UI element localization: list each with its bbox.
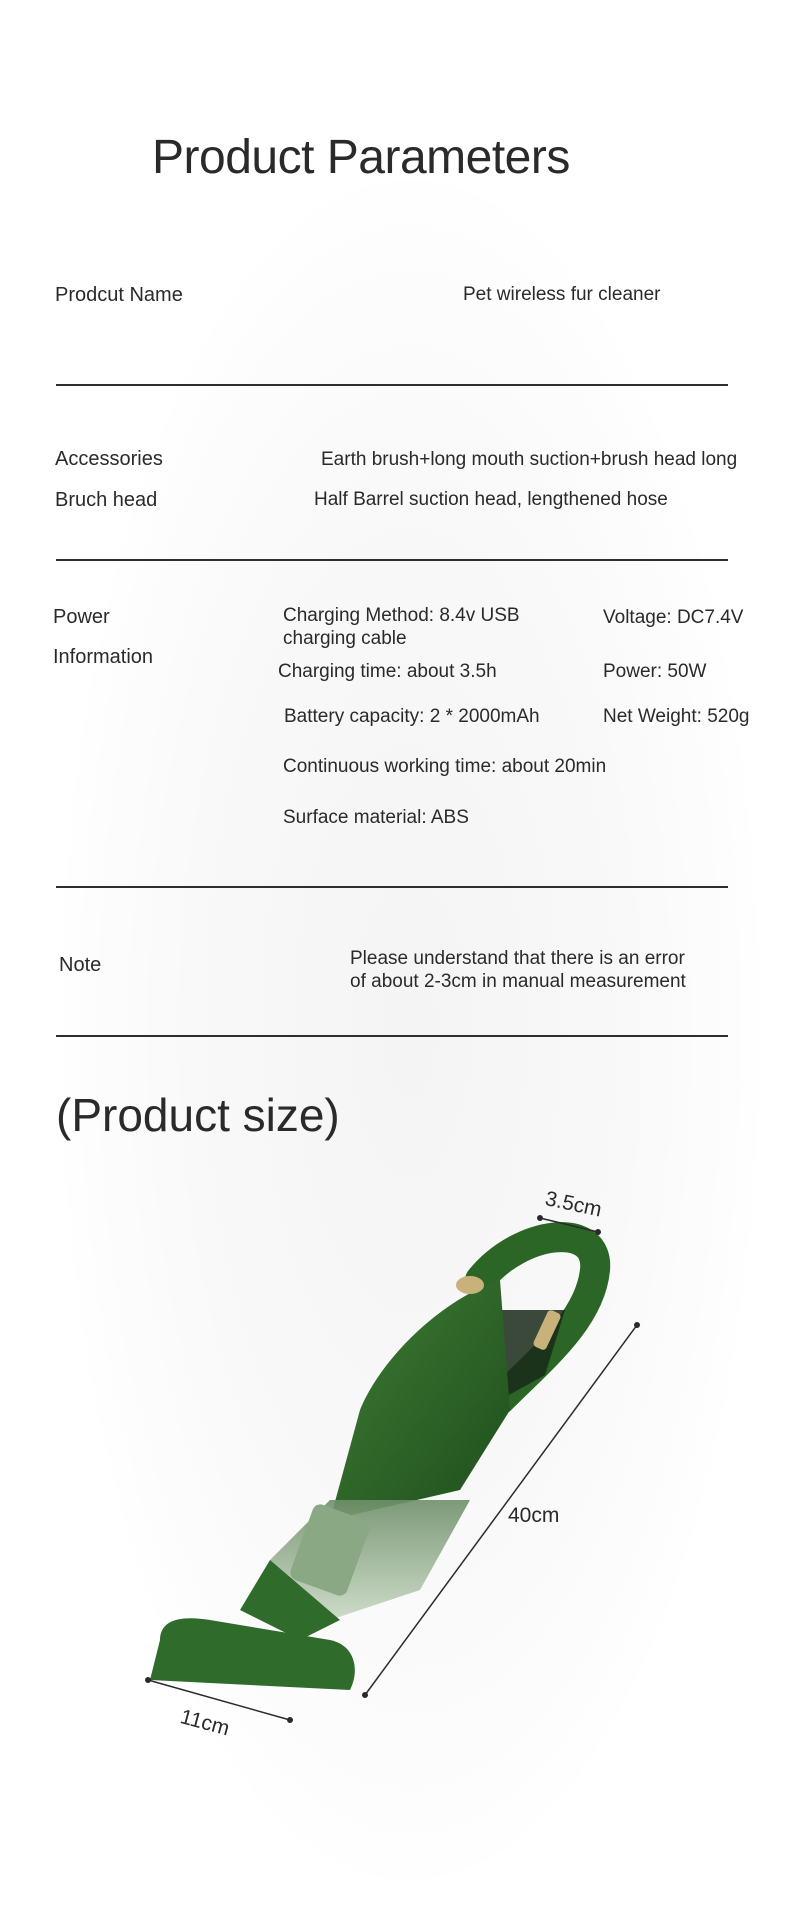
dim-end (634, 1322, 640, 1328)
charging-method-line1: Charging Method: 8.4v USB (283, 605, 520, 626)
power-label-line2: Information (53, 646, 154, 668)
divider (56, 559, 728, 561)
page-title: Product Parameters (152, 131, 570, 184)
dim-end (595, 1229, 601, 1235)
brush-head-value: Half Barrel suction head, lengthened hose (314, 489, 668, 510)
power-label-line1: Power (53, 606, 110, 628)
note-label: Note (59, 954, 102, 976)
note-value-line2: of about 2-3cm in manual measurement (350, 971, 686, 992)
product-name-label: Prodcut Name (55, 284, 183, 306)
product-name-value: Pet wireless fur cleaner (463, 284, 661, 305)
dim-label-bottom: 11cm (177, 1705, 232, 1741)
dim-label-length: 40cm (508, 1504, 560, 1527)
charging-time-value: Charging time: about 3.5h (278, 661, 497, 682)
power-value: Power: 50W (603, 661, 707, 682)
floor-brush (150, 1618, 355, 1690)
accessories-value: Earth brush+long mouth suction+brush head long (321, 449, 738, 470)
divider (56, 384, 728, 386)
dim-label-top: 3.5cm (543, 1187, 604, 1222)
note-value-line1: Please understand that there is an error (350, 948, 685, 969)
divider (56, 886, 728, 888)
vacuum-illustration (0, 1160, 790, 1750)
battery-value: Battery capacity: 2 * 2000mAh (284, 706, 540, 727)
charging-method-line2: charging cable (283, 628, 407, 649)
surface-material-value: Surface material: ABS (283, 807, 469, 828)
dim-end (145, 1677, 151, 1683)
product-size-title: (Product size) (56, 1089, 340, 1141)
working-time-value: Continuous working time: about 20min (283, 756, 607, 777)
power-button (456, 1276, 484, 1294)
dim-end (537, 1215, 543, 1221)
dim-end (362, 1692, 368, 1698)
vacuum-body (330, 1280, 510, 1520)
divider (56, 1035, 728, 1037)
net-weight-value: Net Weight: 520g (603, 706, 750, 727)
accessories-label: Accessories (55, 448, 163, 470)
brush-head-label: Bruch head (55, 489, 158, 511)
voltage-value: Voltage: DC7.4V (603, 607, 744, 628)
dim-end (287, 1717, 293, 1723)
